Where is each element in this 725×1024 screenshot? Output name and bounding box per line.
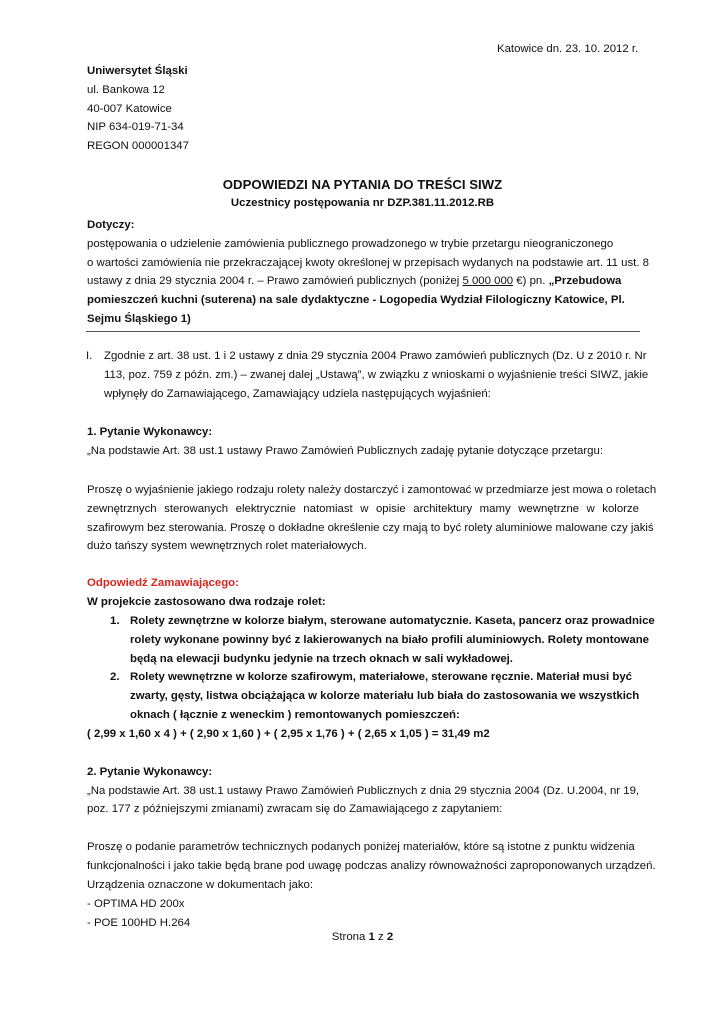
question-heading: 2. Pytanie Wykonawcy: <box>87 766 213 778</box>
sender-city: 40-007 Katowice <box>87 103 172 115</box>
project-name-start: „Przebudowa <box>548 275 622 287</box>
list-number: 2. <box>110 671 120 683</box>
device-item: - OPTIMA HD 200x <box>87 898 185 910</box>
question-intro: „Na podstawie Art. 38 ust.1 ustawy Prawo Zamówień Publicznych z dnia 29 stycznia 2004 (Dz. U.2004, nr 19, <box>87 785 640 797</box>
section-number: I. <box>86 350 93 362</box>
question-intro: poz. 177 z późniejszymi zmianami) zwracam się do Zamawiającego z zapytaniem: <box>87 803 503 815</box>
question-text: Urządzenia oznaczone w dokumentach jako: <box>87 879 314 891</box>
question-text: Proszę o wyjaśnienie jakiego rodzaju rolety należy dostarczyć i zamontować w przedmiarze jest mowa o roletach <box>87 484 657 496</box>
answer-item: rolety wykonane powinny być z lakierowanych na biało profili aluminiowych. Rolety montowane <box>130 634 650 646</box>
subject-text: €) pn. <box>513 275 549 287</box>
page-footer <box>0 932 725 943</box>
subject-line <box>87 276 621 287</box>
document-title: ODPOWIEDZI NA PYTANIA DO TREŚCI SIWZ <box>222 177 503 192</box>
question-intro: „Na podstawie Art. 38 ust.1 ustawy Prawo Zamówień Publicznych zadaję pytanie dotyczące przetargu: <box>87 445 604 457</box>
section-text: wpłynęły do Zamawiającego, Zamawiający udziela następujących wyjaśnień: <box>104 388 491 400</box>
question-text: zewnętrznych sterowanych elektrycznie natomiast w opisie architektury mamy wewnętrzne w kolorze <box>87 503 639 515</box>
section-text: Zgodnie z art. 38 ust. 1 i 2 ustawy z dnia 29 stycznia 2004 Prawo zamówień publicznych (Dz. U z 2010 r. Nr <box>104 350 647 362</box>
area-formula: ( 2,99 x 1,60 x 4 ) + ( 2,90 x 1,60 ) + ( 2,95 x 1,76 ) + ( 2,65 x 1,05 ) = 31,49 m2 <box>87 728 490 740</box>
question-text: szafirowym bez sterowania. Proszę o dokładne określenie czy mają to być rolety aluminiowe malowane czy jakiś <box>87 522 654 534</box>
question-text: dużo tańszy system wewnętrznych rolet materiałowych. <box>87 540 367 552</box>
footer-text: z <box>374 931 387 943</box>
subject-label: Dotyczy: <box>87 219 135 231</box>
contract-value: 5 000 000 <box>462 275 514 287</box>
sender-regon: REGON 000001347 <box>87 140 189 152</box>
subject-text: ustawy z dnia 29 stycznia 2004 r. – Prawo zamówień publicznych (poniżej <box>87 275 463 287</box>
sender-street: ul. Bankowa 12 <box>87 84 165 96</box>
question-text: funkcjonalności i jako takie będą brane pod uwagę podczas analizy równoważności zaproponowanych urządzeń. <box>87 860 656 872</box>
divider <box>86 331 640 332</box>
list-number: 1. <box>110 615 120 627</box>
project-name: pomieszczeń kuchni (suterena) na sale dydaktyczne - Logopedia Wydział Filologiczny Katowice, Pl. <box>87 294 625 306</box>
document-date: Katowice dn. 23. 10. 2012 r. <box>497 43 639 55</box>
document-subtitle: Uczestnicy postępowania nr DZP.381.11.2012.RB <box>230 197 495 209</box>
total-pages: 2 <box>386 931 394 943</box>
answer-heading: Odpowiedź Zamawiającego: <box>87 577 239 589</box>
current-page: 1 <box>368 931 375 943</box>
answer-intro: W projekcie zastosowano dwa rodzaje rolet: <box>87 596 326 608</box>
sender-nip: NIP 634-019-71-34 <box>87 121 184 133</box>
sender-name: Uniwersytet Śląski <box>87 65 188 77</box>
device-item: - POE 100HD H.264 <box>87 917 191 929</box>
answer-item: oknach ( łącznie z weneckim ) remontowanych pomieszczeń: <box>130 709 460 721</box>
answer-item: Rolety wewnętrzne w kolorze szafirowym, materiałowe, sterowane ręcznie. Materiał musi być <box>130 671 632 683</box>
footer-text: Strona <box>331 931 369 943</box>
answer-item: zwarty, gęsty, listwa obciążająca w kolorze materiału lub biała do zastosowania we wszystkich <box>130 690 640 702</box>
section-text: 113, poz. 759 z późn. zm.) – zwanej dalej „Ustawą”, w związku z wnioskami o wyjaśnienie treści SIWZ, jakie <box>104 369 649 381</box>
project-name: Sejmu Śląskiego 1) <box>87 313 191 325</box>
subject-line: postępowania o udzielenie zamówienia publicznego prowadzonego w trybie przetargu nieograniczonego <box>87 238 614 250</box>
answer-item: będą na elewacji budynku jedynie na trzech oknach w sali wykładowej. <box>130 653 513 665</box>
question-heading: 1. Pytanie Wykonawcy: <box>87 426 213 438</box>
subject-line: o wartości zamówienia nie przekraczającej kwoty określonej w przepisach wydanych na podstawie art. 11 ust. 8 <box>87 257 649 269</box>
answer-item: Rolety zewnętrzne w kolorze białym, sterowane automatycznie. Kaseta, pancerz oraz prowadnice <box>130 615 655 627</box>
question-text: Proszę o podanie parametrów technicznych podanych poniżej materiałów, które są istotne z punktu widzenia <box>87 841 635 853</box>
